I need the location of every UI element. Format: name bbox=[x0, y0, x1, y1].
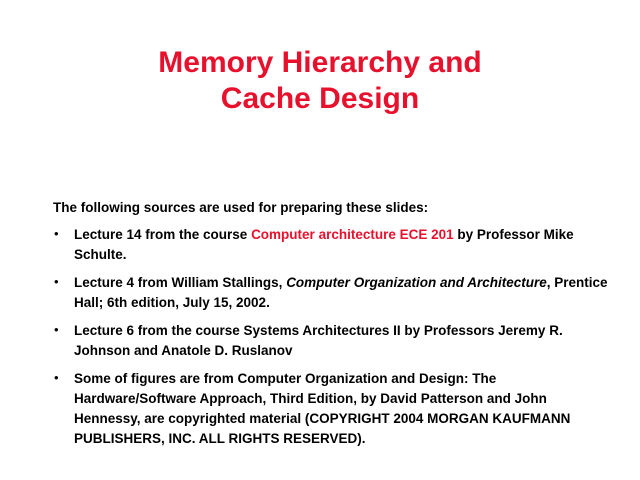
bullet-icon: • bbox=[54, 370, 59, 385]
source-item-4 bbox=[53, 369, 613, 449]
source-item-2-text-end: , Prentice Hall; 6th edition, July 15, 2002. bbox=[74, 275, 608, 310]
source-item-1-text: Lecture 14 from the course bbox=[74, 227, 252, 242]
book-title: Computer Organization and Architecture bbox=[286, 275, 547, 290]
source-item-3-text: Lecture 6 from the course Systems Architectures II by Professors Jeremy R. Johnson and Anatole D. Ruslanov bbox=[74, 323, 563, 358]
bullet-icon: • bbox=[54, 274, 59, 289]
sources-intro: The following sources are used for preparing these slides: bbox=[53, 200, 429, 215]
slide-title-line-1: Memory Hierarchy and bbox=[158, 46, 482, 79]
source-item-3 bbox=[53, 321, 613, 361]
source-item-2 bbox=[53, 273, 613, 313]
course-link[interactable]: Computer architecture ECE 201 bbox=[251, 227, 454, 242]
slide-body bbox=[53, 198, 613, 457]
source-item-1-text-end: by Professor Mike Schulte. bbox=[74, 227, 574, 262]
bullet-icon: • bbox=[54, 322, 59, 337]
source-item-2-text: Lecture 4 from William Stallings, bbox=[74, 275, 287, 290]
slide-title-line-2: Cache Design bbox=[220, 82, 420, 115]
source-item-4-text: Some of figures are from Computer Organization and Design: The Hardware/Software Approach, Third Edition, by David Patterson and John Hennessy, are copyrighted material (COPYRIGHT 2004 MORGAN KAUFMANN PUBLISHERS, INC. ALL RIGHTS RESERVED). bbox=[74, 371, 571, 446]
slide-title bbox=[0, 45, 640, 117]
sources-list bbox=[53, 225, 613, 449]
source-item-1 bbox=[53, 225, 613, 265]
bullet-icon: • bbox=[54, 226, 59, 241]
